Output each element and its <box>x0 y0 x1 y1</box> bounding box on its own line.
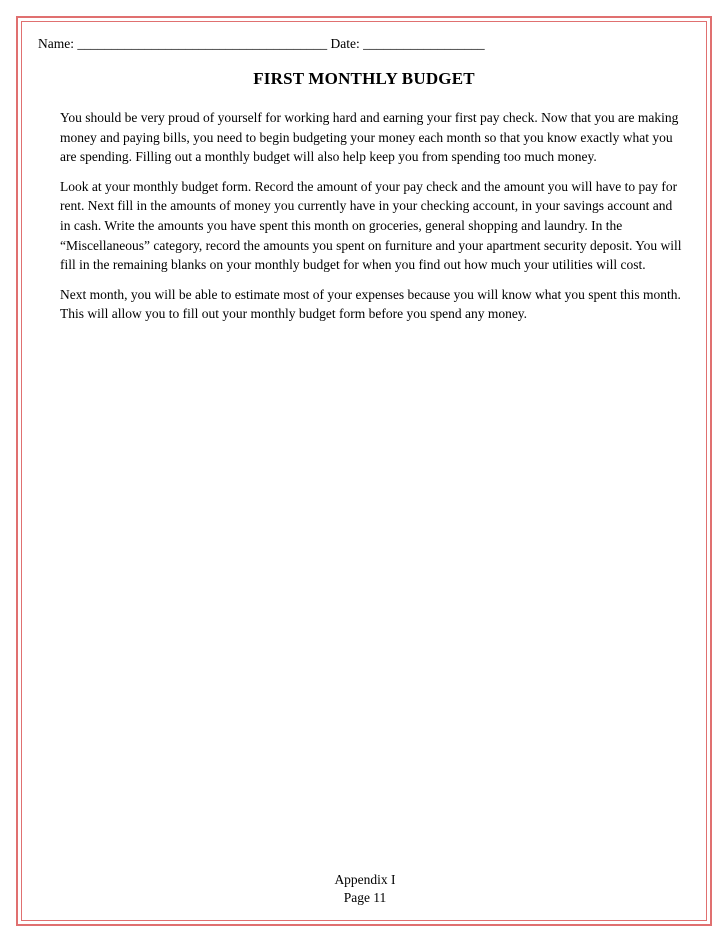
name-date-line: Name: _____________________________________ Date: __________________ <box>38 36 485 51</box>
page-title: FIRST MONTHLY BUDGET <box>253 69 475 88</box>
page-footer <box>0 871 728 907</box>
paragraph-intro: You should be very proud of yourself for working hard and earning your first pay check. Now that you are making money and paying bills, you need to begin budgeting your money each month so that you know exactly what you are spending. Filling out a monthly budget will also help keep you from spending too much money. <box>60 110 679 165</box>
paragraph-instructions: Look at your monthly budget form. Record the amount of your pay check and the amount you will have to pay for rent. Next fill in the amounts of money you currently have in your checking account, in your savings account and in cash. Write the amounts you have spent this month on groceries, general shopping and laundry. In the “Miscellaneous” category, record the amounts you spent on furniture and your apartment security deposit. You will fill in the remaining blanks on your monthly budget for when you find out how much your utilities will cost. <box>60 178 682 273</box>
paragraph-next-month: Next month, you will be able to estimate most of your expenses because you will know what you spent this month. This will allow you to fill out your monthly budget form before you spend any money. <box>60 286 681 322</box>
instructions-body <box>60 108 682 334</box>
page-number: Page 11 <box>343 890 387 905</box>
appendix-label: Appendix I <box>334 872 396 887</box>
